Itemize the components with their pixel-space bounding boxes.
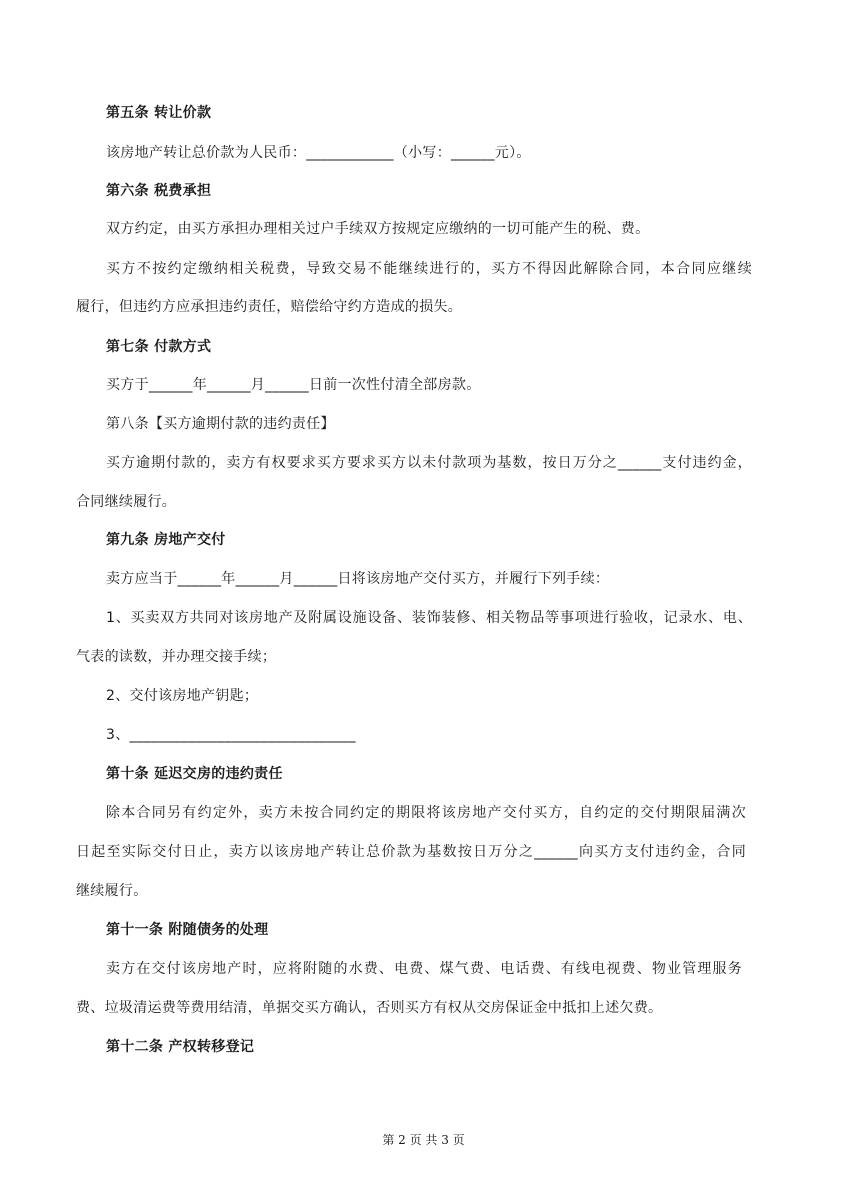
article-9-item-3: 3、_______________________________ <box>106 727 356 743</box>
article-6-paragraph-1: 双方约定，由买方承担办理相关过户手续双方按规定应缴纳的一切可能产生的税、费。 <box>106 221 650 237</box>
article-8-heading: 第八条【买方逾期付款的违约责任】 <box>106 416 335 432</box>
article-10-paragraph-line-3: 继续履行。 <box>76 883 148 899</box>
article-9-item-2: 2、交付该房地产钥匙； <box>106 688 259 704</box>
article-8-paragraph-line-1: 买方逾期付款的，卖方有权要求买方要求买方以未付款项为基数，按日万分之______支付违约金， <box>106 455 752 471</box>
article-10-paragraph-line-2: 日起至实际交付日止，卖方以该房地产转让总价款为基数按日万分之______向买方支付违约金，合同 <box>76 844 746 860</box>
article-9-heading: 第九条 房地产交付 <box>106 532 226 548</box>
article-9-item-1-line-2: 气表的读数，并办理交接手续； <box>76 649 277 665</box>
article-11-heading: 第十一条 附随债务的处理 <box>106 922 269 938</box>
article-9-item-1-line-1: 1、买卖双方共同对该房地产及附属设施设备、装饰装修、相关物品等事项进行验收，记录水、电、 <box>106 610 752 626</box>
article-9-paragraph: 卖方应当于______年______月______日将该房地产交付买方，并履行下列手续： <box>106 571 610 587</box>
article-5-paragraph: 该房地产转让总价款为人民币：____________（小写：______元）。 <box>106 145 531 161</box>
article-12-heading: 第十二条 产权转移登记 <box>106 1039 255 1055</box>
article-11-paragraph-line-2: 费、垃圾清运费等费用结清，单据交买方确认，否则买方有权从交房保证金中抵扣上述欠费。 <box>76 1000 663 1016</box>
article-8-paragraph-line-2: 合同继续履行。 <box>76 494 177 510</box>
article-7-heading: 第七条 付款方式 <box>106 339 212 355</box>
article-6-paragraph-2-line-2: 履行，但违约方应承担违约责任，赔偿给守约方造成的损失。 <box>76 299 463 315</box>
article-10-paragraph-line-1: 除本合同另有约定外，卖方未按合同约定的期限将该房地产交付买方，自约定的交付期限届满次 <box>106 805 746 821</box>
page-number-footer: 第 2 页 共 3 页 <box>382 1133 465 1147</box>
article-11-paragraph-line-1: 卖方在交付该房地产时，应将附随的水费、电费、煤气费、电话费、有线电视费、物业管理服务 <box>106 961 742 977</box>
article-6-paragraph-2-line-1: 买方不按约定缴纳相关税费，导致交易不能继续进行的，买方不得因此解除合同，本合同应继续 <box>106 261 752 277</box>
article-7-paragraph: 买方于______年______月______日前一次性付清全部房款。 <box>106 377 481 393</box>
article-10-heading: 第十条 延迟交房的违约责任 <box>106 766 283 782</box>
article-6-heading: 第六条 税费承担 <box>106 183 212 199</box>
article-5-heading: 第五条 转让价款 <box>106 105 212 121</box>
